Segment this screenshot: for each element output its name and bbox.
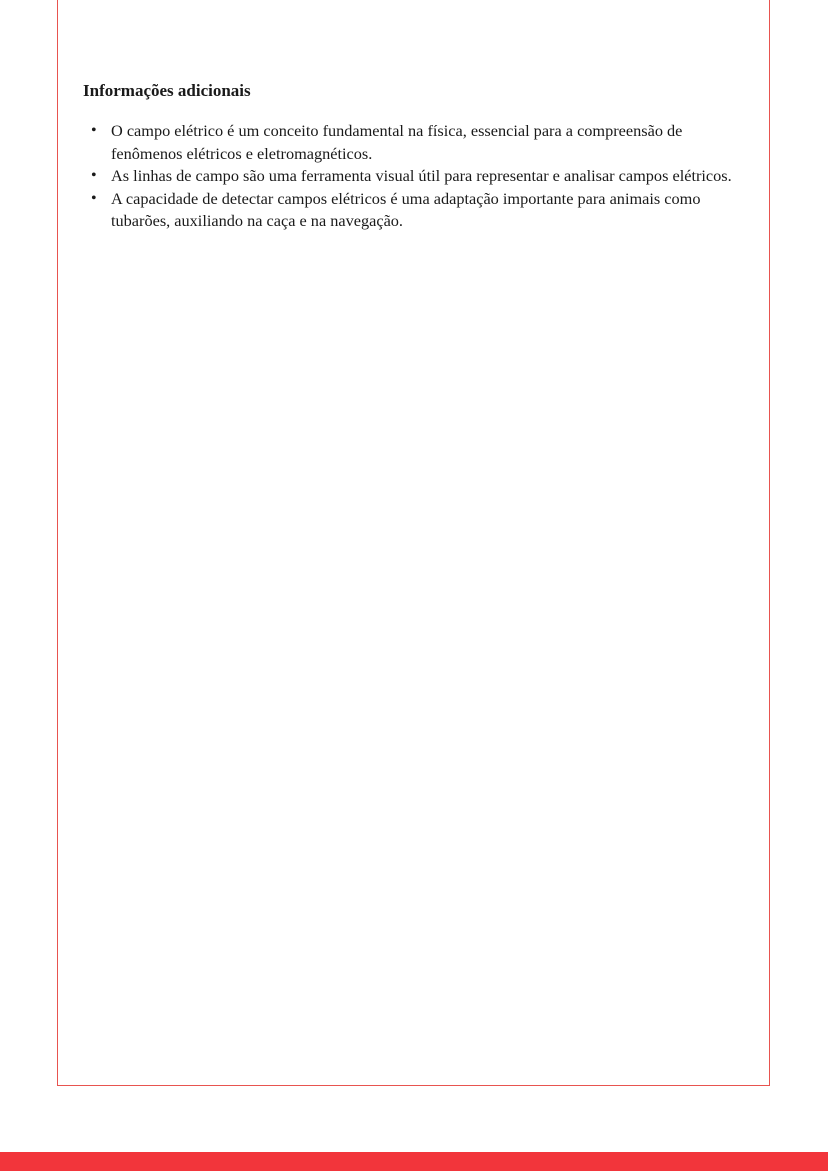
bullet-marker-icon: • xyxy=(91,167,97,184)
bullet-item-3 xyxy=(91,188,753,233)
section-heading: Informações adicionais xyxy=(83,81,251,100)
bullet-text-2: As linhas de campo são uma ferramenta visual útil para representar e analisar campos elétricos. xyxy=(111,166,732,185)
document-content xyxy=(83,80,753,233)
bullet-item-1 xyxy=(91,120,753,165)
bullet-marker-icon: • xyxy=(91,122,97,139)
footer-accent-bar xyxy=(0,1152,828,1171)
bullet-item-2 xyxy=(91,165,753,188)
bullet-text-3: A capacidade de detectar campos elétricos é uma adaptação importante para animais como tubarões, auxiliando na caça e na navegação. xyxy=(111,188,701,230)
bullet-list xyxy=(83,120,753,233)
bullet-marker-icon: • xyxy=(91,189,97,207)
bullet-text-1: O campo elétrico é um conceito fundamental na física, essencial para a compreensão de fenômenos elétricos e eletromagnéticos. xyxy=(111,121,683,163)
